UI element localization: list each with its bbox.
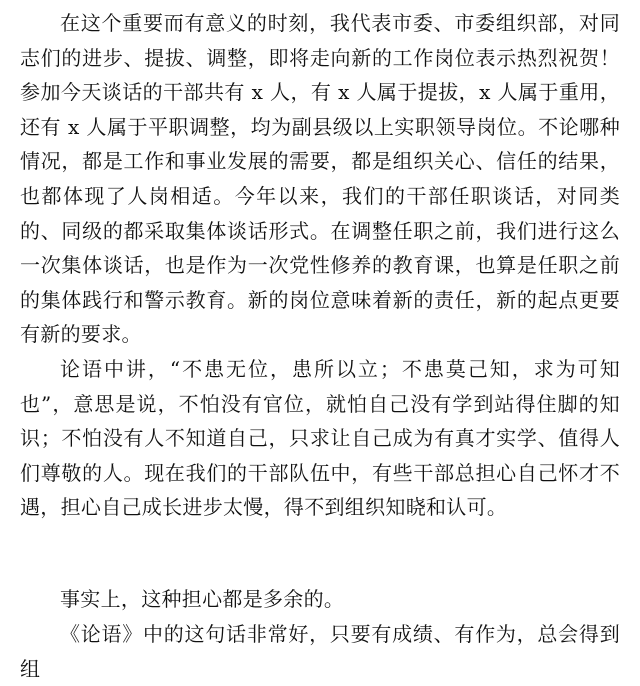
paragraph-analects-comment: 《论语》中的这句话非常好，只要有成绩、有作为，总会得到组 [20,622,620,681]
paragraph-congratulations: 在这个重要而有意义的时刻，我代表市委、市委组织部，对同志们的进步、提拔、调整，即将走向新的工作岗位表示热烈祝贺！参加今天谈话的干部共有 x 人，有 x 人属于提拔，x 人属于重用，还有 x 人属于平职调整，均为副县级以上实职领导岗位。不论哪种情况，都是工作和事业发展的需要，都是组织关心、信任的结果，也都体现了人岗相适。今年以来，我们的干部任职谈话，对同类的、同级的都采取集体谈话形式。在调整任职之前，我们进行这么一次集体谈话，也是作为一次党性修养的教育课，也算是任职之前的集体践行和警示教育。新的岗位意味着新的责任，新的起点更要有新的要求。 [20,11,620,347]
paragraph-worry-unnecessary: 事实上，这种担心都是多余的。 [60,587,345,611]
paragraph-analects-quote: 论语中讲，“不患无位，患所以立；不患莫己知，求为可知也”，意思是说，不怕没有官位，就怕自己没有学到站得住脚的知识；不怕没有人不知道自己，只求让自己成为有真才实学、值得人们尊敬的人。现在我们的干部队伍中，有些干部总担心自己怀才不遇，担心自己成长进步太慢，得不到组织知晓和认可。 [20,357,620,520]
